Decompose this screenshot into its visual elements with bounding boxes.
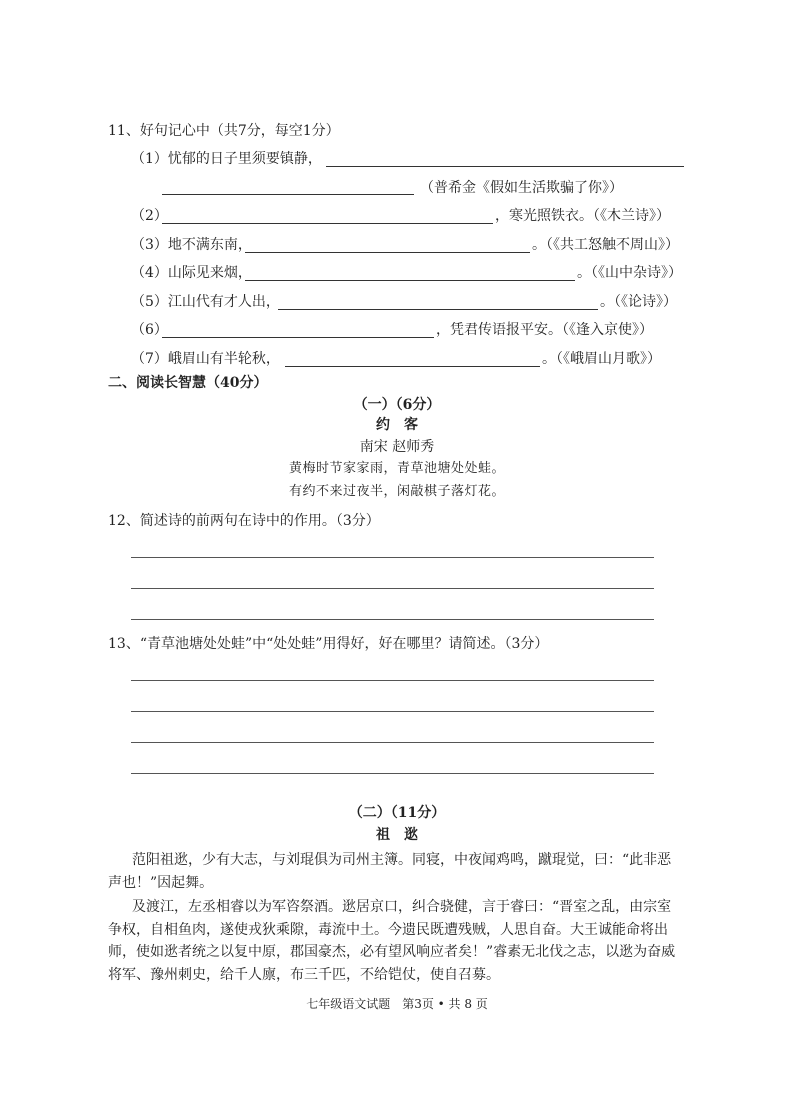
answer-blank[interactable] [162,223,493,224]
answer-blank[interactable] [285,366,540,367]
item-text: 地不满东南， [167,237,252,253]
part1-header: （一）（6分） [353,397,441,413]
q11-item3 [131,236,252,254]
q11-item7-tail: 。（《峨眉山月歌》） [542,351,661,367]
passage-title: 祖 逖 [376,827,418,843]
part2-header: （二）（11分） [348,805,446,821]
section-title: 二、阅读长智慧（40分） [108,375,268,391]
item-number: （5） [131,294,168,310]
item-text: 江山代有才人出， [167,294,280,310]
q13-title: 13、“青草池塘处处蛙”中“处处蛙”用得好，好在哪里？请简述。（3分） [108,636,549,652]
passage-paragraph: 及渡江，左丞相睿以为军咨祭酒。逖居京口，纠合骁健，言于睿曰：“晋室之乱，由宗室争权，自相鱼肉，遂使戎狄乘隙，毒流中土。今遗民既遭残贼，人思自奋。大王诚能命将出师，使如逖者统之以复中原，郡国豪杰，必有望风响应者矣！”睿素无北伐之志，以逖为奋威将军、豫州刺史，给千人廪，布三千匹，不给铠仗，使自召募。 [108,899,676,983]
answer-line[interactable] [131,557,654,558]
item-number: （3） [131,237,168,253]
poem-line: 有约不来过夜半，闲敲棋子落灯花。 [288,484,505,499]
q11-item7 [131,350,280,368]
item-number: （7） [131,351,168,367]
answer-line[interactable] [131,711,654,712]
q11-item2-number: （2） [131,208,168,224]
q11-item1-source: （普希金《假如生活欺骗了你》） [420,180,623,196]
item-number: （4） [131,265,168,281]
answer-blank[interactable] [278,309,598,310]
q11-item4 [131,264,252,282]
answer-line[interactable] [131,680,654,681]
item-text: 峨眉山有半轮秋， [167,351,280,367]
item-number: （1） [131,151,168,167]
q11-item6-number: （6） [131,322,168,338]
answer-line[interactable] [131,773,654,774]
page-footer: 七年级语文试题 第3页 • 共 8 页 [306,997,488,1011]
answer-blank[interactable] [245,280,575,281]
q12-title: 12、简述诗的前两句在诗中的作用。（3分） [108,513,380,529]
answer-blank[interactable] [245,252,530,253]
answer-line[interactable] [131,588,654,589]
poem-title: 约 客 [376,417,418,433]
answer-line[interactable] [131,619,654,620]
q11-item5 [131,293,280,311]
q11-item1 [131,150,322,168]
q11-item5-tail: 。（《论诗》） [600,294,677,310]
item-text: 忧郁的日子里须要镇静， [167,151,322,167]
q11-item2-tail: ，寒光照铁衣。（《木兰诗》） [495,208,670,224]
q11-title: 11、好句记心中（共7分，每空1分） [108,123,340,139]
answer-blank[interactable] [162,337,434,338]
passage-paragraph: 范阳祖逖，少有大志，与刘琨俱为司州主簿。同寝，中夜闻鸡鸣，蹴琨觉，曰：“此非恶声也！”因起舞。 [108,852,672,891]
answer-blank[interactable] [326,166,684,167]
q11-item6-tail: ，凭君传语报平安。（《逢入京使》） [436,322,653,338]
poem-author: 南宋 赵师秀 [359,439,435,455]
answer-blank[interactable] [162,194,414,195]
poem-line: 黄梅时节家家雨，青草池塘处处蛙。 [288,461,505,476]
q11-item4-tail: 。（《山中杂诗》） [577,265,682,281]
answer-line[interactable] [131,742,654,743]
q11-item3-tail: 。（《共工怒触不周山》） [532,237,679,253]
item-text: 山际见来烟， [167,265,252,281]
